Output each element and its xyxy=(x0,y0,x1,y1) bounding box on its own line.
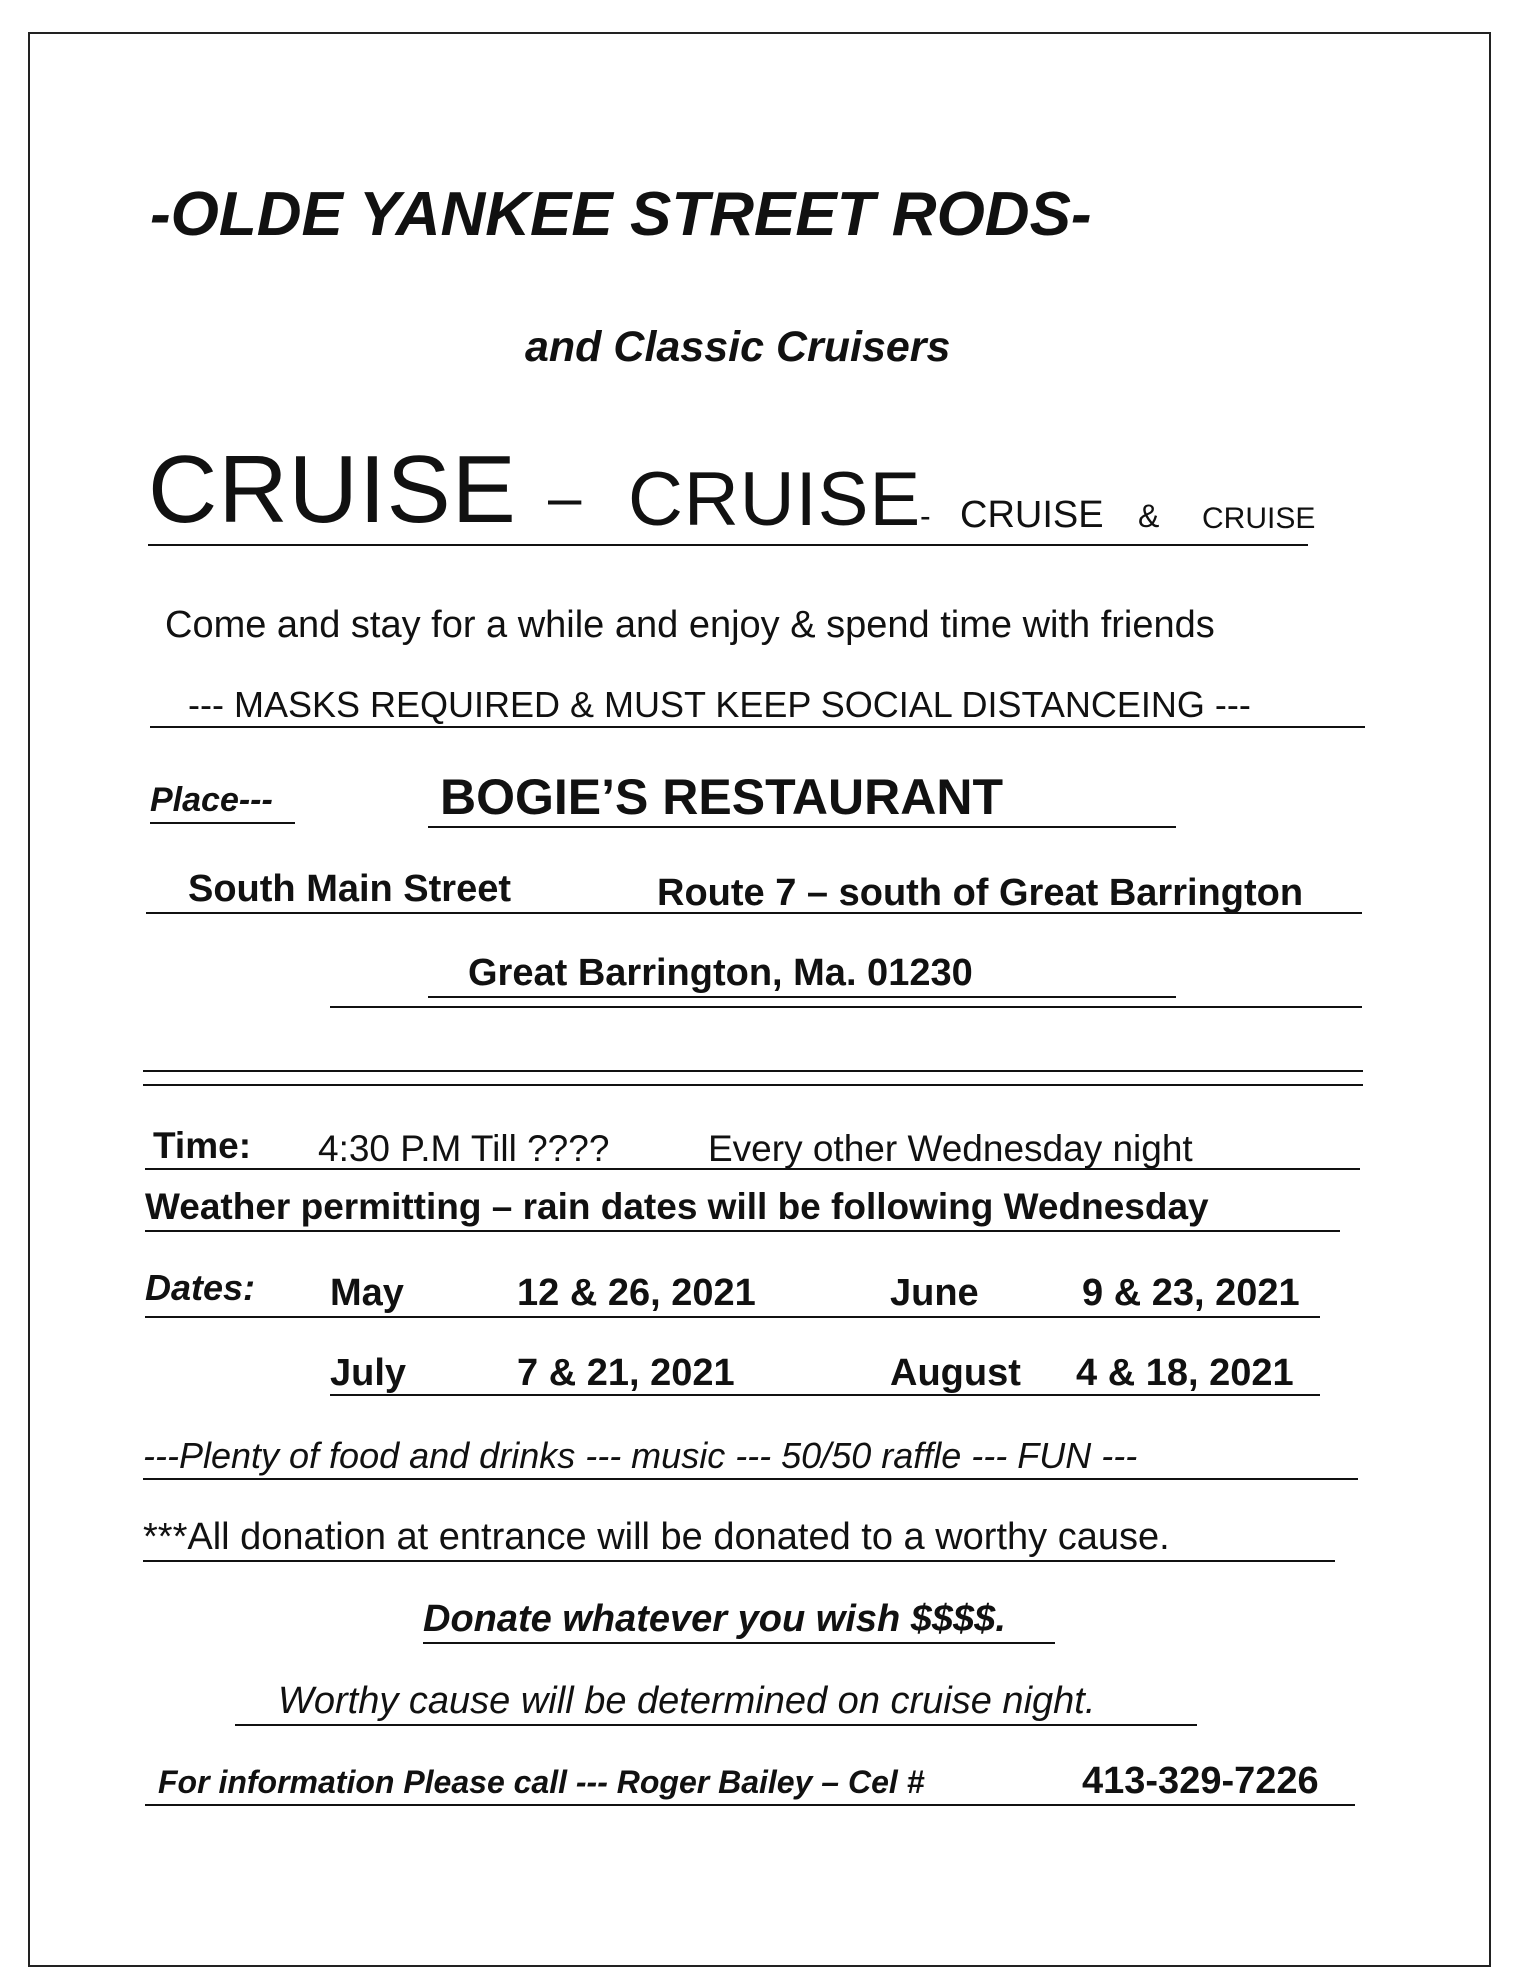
worthy-underline xyxy=(235,1724,1197,1726)
date-days: 9 & 23, 2021 xyxy=(1082,1272,1300,1314)
masks-notice: --- MASKS REQUIRED & MUST KEEP SOCIAL DISTANCEING --- xyxy=(188,684,1251,725)
extras-text: ---Plenty of food and drinks --- music --- 50/50 raffle --- FUN --- xyxy=(143,1435,1138,1476)
worthy-cause-text: Worthy cause will be determined on cruise night. xyxy=(278,1680,1096,1722)
place-label: Place--- xyxy=(150,781,273,819)
contact-text: For information Please call --- Roger Bailey – Cel # xyxy=(158,1764,925,1800)
date-days: 7 & 21, 2021 xyxy=(517,1352,735,1394)
contact-underline xyxy=(145,1804,1355,1806)
masks-underline xyxy=(150,726,1365,728)
date-month: June xyxy=(890,1272,979,1314)
address-street: South Main Street xyxy=(188,868,512,910)
time-value: 4:30 P.M Till ???? xyxy=(318,1128,610,1169)
time-label: Time: xyxy=(153,1125,252,1166)
contact-phone: 413-329-7226 xyxy=(1082,1760,1319,1802)
date-month: August xyxy=(890,1352,1021,1394)
donate-ask: Donate whatever you wish $$$$. xyxy=(423,1598,1006,1640)
restaurant-name: BOGIE’S RESTAURANT xyxy=(440,769,1003,825)
weather-underline xyxy=(145,1230,1340,1232)
cruise-word-large: CRUISE xyxy=(148,436,517,543)
dates-underline-2 xyxy=(330,1394,1320,1396)
divider-line-1 xyxy=(143,1070,1363,1072)
cruise-underline xyxy=(148,544,1308,546)
flyer-subtitle: and Classic Cruisers xyxy=(525,323,951,371)
flyer-title: -OLDE YANKEE STREET RODS- xyxy=(150,180,1092,249)
city-underline-2 xyxy=(330,1006,1362,1008)
address-route: Route 7 – south of Great Barrington xyxy=(657,872,1304,914)
weather-notice: Weather permitting – rain dates will be following Wednesday xyxy=(145,1186,1209,1227)
divider-line-2 xyxy=(143,1084,1363,1086)
time-frequency: Every other Wednesday night xyxy=(708,1128,1193,1169)
extras-underline xyxy=(143,1478,1358,1480)
address-city: Great Barrington, Ma. 01230 xyxy=(468,952,973,994)
dates-label: Dates: xyxy=(145,1267,256,1308)
address-underline xyxy=(146,912,1362,914)
date-month: May xyxy=(330,1272,404,1314)
place-label-underline xyxy=(150,822,295,824)
date-days: 12 & 26, 2021 xyxy=(517,1272,756,1314)
restaurant-underline xyxy=(428,826,1176,828)
welcome-text: Come and stay for a while and enjoy & spend time with friends xyxy=(165,604,1215,646)
cruise-word-small: CRUISE xyxy=(960,494,1104,536)
cruise-word-smallest: CRUISE xyxy=(1202,502,1316,535)
dates-underline-1 xyxy=(145,1316,1320,1318)
donate-underline xyxy=(423,1642,1055,1644)
time-underline xyxy=(145,1168,1360,1170)
cruise-dash-small: - xyxy=(920,498,931,534)
date-month: July xyxy=(330,1352,407,1394)
donation-notice: ***All donation at entrance will be donated to a worthy cause. xyxy=(143,1516,1170,1558)
cruise-ampersand: & xyxy=(1138,498,1160,534)
date-days: 4 & 18, 2021 xyxy=(1076,1352,1294,1394)
cruise-word-medium: CRUISE xyxy=(628,457,922,542)
city-underline xyxy=(428,996,1176,998)
donation-underline xyxy=(143,1560,1335,1562)
cruise-dash: – xyxy=(548,464,582,531)
